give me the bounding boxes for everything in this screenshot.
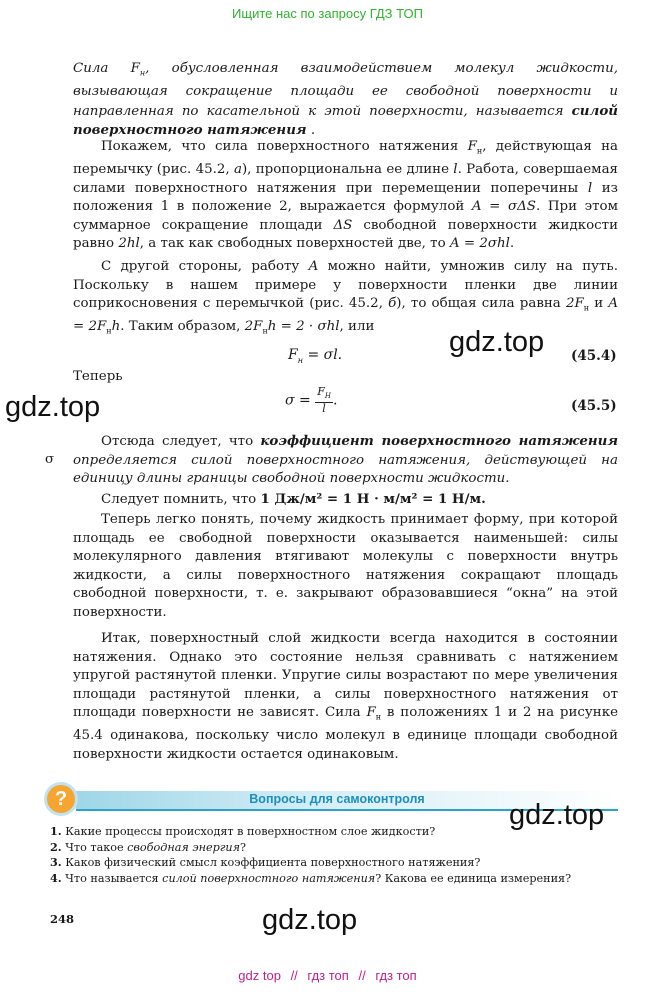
watermark: gdz.top: [262, 904, 358, 936]
page-number: 248: [50, 912, 75, 926]
questions-title: Вопросы для самоконтроля: [249, 792, 425, 806]
footer-link[interactable]: гдз топ: [375, 968, 417, 983]
watermark: gdz.top: [5, 391, 101, 423]
paragraph-3: Отсюда следует, что коэффициент поверхностного натяжения σ определяется силой поверхностного натяжения, действующей на единицу длины границы свободной поверхности жидкости.: [45, 433, 618, 486]
formula-45-4: $F_н = \sigma l$.: [288, 347, 343, 365]
paragraph-2: С другой стороны, работу A можно найти, умножив силу на путь. Поскольку в нашем примере у поверхности пленки две линии соприкосновения с перемычкой (рис. 45.2, б), то общая сила равна $2F_н$ и $A = 2F_нh$. Таким образом, $2F_нh = 2 \cdot \sigma hl$, или: [73, 259, 618, 336]
question-item: 2. Что такое свободная энергия?: [50, 839, 247, 854]
sigma-symbol: σ: [45, 452, 55, 467]
footer-links: [0, 968, 655, 983]
footer-separator: //: [358, 968, 366, 983]
term-surface-tension-coefficient: коэффициент поверхностного натяжения: [260, 433, 618, 449]
paragraph-5: Теперь легко понять, почему жидкость принимает форму, при которой площадь ее свободной поверхности оказывается наименьшей: силы молекулярного давления втягивают молекулы с поверхности внутрь жидкости, а силы поверхностного натяжения сокращают площадь свободной поверхности, т. е. закрывают образовавшиеся “окна” на этой поверхности.: [73, 512, 618, 620]
equation-number-45-5: (45.5): [571, 398, 617, 414]
fraction: $\frac{F_Н}{l}$: [317, 385, 331, 416]
paragraph-4: Следует помнить, что 1 Дж/м² = 1 Н · м/м² = 1 Н/м.: [101, 491, 486, 507]
watermark: gdz.top: [449, 326, 545, 358]
footer-separator: //: [290, 968, 298, 983]
footer-link[interactable]: gdz top: [238, 968, 281, 983]
question-item: 3. Каков физический смысл коэффициента поверхностного натяжения?: [50, 855, 481, 870]
footer-link[interactable]: гдз топ: [307, 968, 349, 983]
question-item: 1. Какие процессы происходят в поверхностном слое жидкости?: [50, 824, 436, 838]
paragraph-6: Итак, поверхностный слой жидкости всегда находится в состоянии натяжения. Однако это состояние нельзя сравнивать с натяжением упругой растянутой пленки. Упругие силы возрастают по мере увеличения площади растянутой пленки, а силы поверхностного натяжения от площади поверхности не зависят. Сила $F_н$ в положениях 1 и 2 на рисунке 45.4 одинакова, поскольку число молекул в единице площади свободной поверхности жидкости остается одинаковым.: [73, 631, 618, 762]
question-item: 4. Что называется силой поверхностного натяжения? Какова ее единица измерения?: [50, 870, 572, 885]
question-mark-icon: ?: [44, 782, 78, 816]
questions-list: [50, 824, 620, 886]
equation-number-45-4: (45.4): [571, 348, 617, 364]
paragraph-1: Покажем, что сила поверхностного натяжения $F_н$, действующая на перемычку (рис. 45.2, а), пропорциональна ее длине l. Работа, совершаемая силами поверхностного натяжения при перемещении поперечины l из положения 1 в положение 2, выражается формулой A = σΔS. При этом суммарное сокращение площади ΔS свободной поверхности жидкости равно 2hl, а так как свободных поверхностей две, то A = 2σhl.: [73, 139, 618, 252]
term-surface-tension-force: силой поверхностного натяжения: [73, 102, 618, 139]
formula-45-5: σ = $\frac{F_Н}{l}$ .: [285, 385, 338, 416]
watermark: gdz.top: [509, 799, 605, 831]
then-word: Теперь: [73, 369, 123, 384]
top-banner: Ищите нас по запросу ГДЗ ТОП: [232, 6, 423, 21]
definition-paragraph: Сила $F_н$, обусловленная взаимодействием молекул жидкости, вызывающая сокращение площади ее свободной поверхности и направленная по касательной к этой поверхности, называется силой поверхностного натяжения .: [73, 61, 618, 139]
